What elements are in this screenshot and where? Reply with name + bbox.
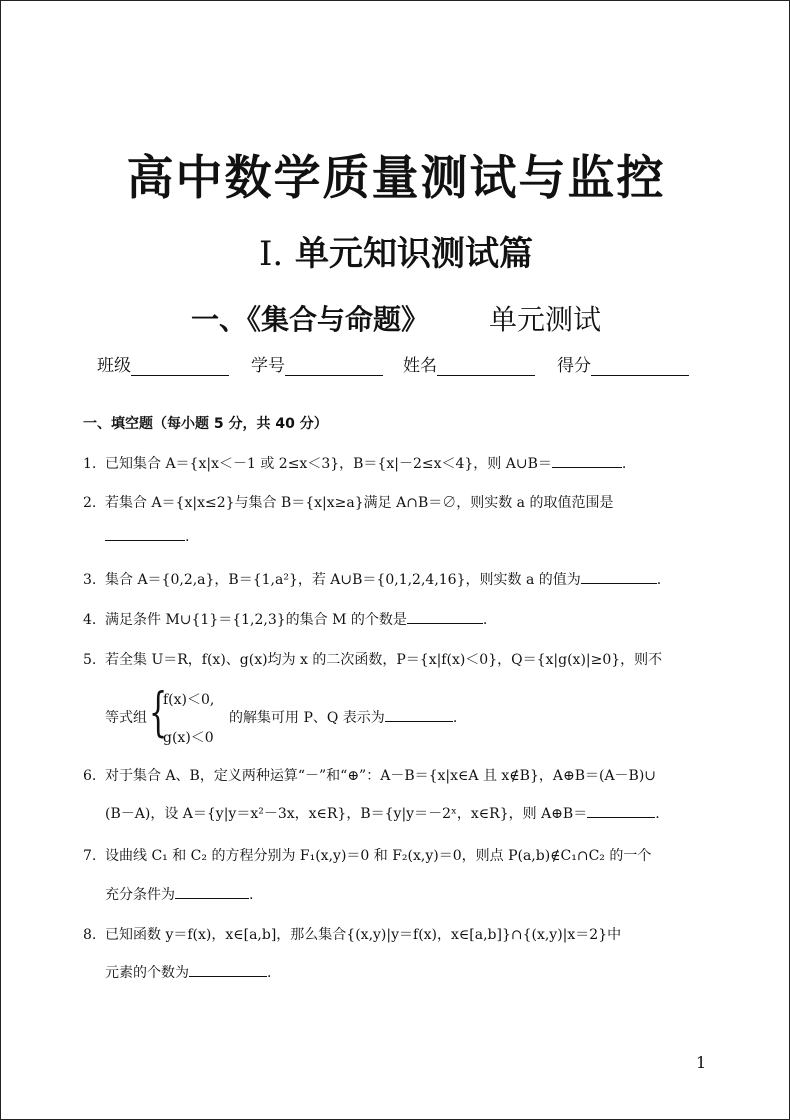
question-text: 充分条件为 [105,887,175,903]
student-id-blank[interactable] [285,375,383,376]
question-7 [83,845,651,865]
question-6 [83,765,656,785]
name-label: 姓名 [403,356,437,376]
answer-blank[interactable] [105,528,185,541]
question-text: 若集合 A＝{x|x≤2}与集合 B＝{x|x≥a}满足 A∩B＝∅，则实数 a 的取值范围是 [105,495,614,511]
question-4 [83,609,487,629]
student-id-label: 学号 [251,356,285,376]
question-2-line-2 [105,528,189,545]
period: . [185,529,190,545]
answer-blank[interactable] [552,455,622,468]
question-text: 已知函数 y＝f(x)，x∈[a,b]，那么集合{(x,y)|y＝f(x)，x∈[a,b]}∩{(x,y)|x＝2}中 [105,927,622,943]
question-text: 设曲线 C₁ 和 C₂ 的方程分别为 F₁(x,y)＝0 和 F₂(x,y)＝0，则点 P(a,b)∉C₁∩C₂ 的一个 [105,848,652,864]
period: . [267,965,272,981]
question-number: 7. [83,848,97,864]
section-heading: 一、填空题（每小题 5 分，共 40 分） [83,416,328,432]
answer-blank[interactable] [385,709,453,722]
period: . [482,612,488,628]
question-number: 3. [83,572,97,588]
system-line-1: f(x)＜0, [163,692,215,708]
page-number: 1 [696,1053,707,1072]
question-text: 集合 A＝{0,2,a}，B＝{1,a²}，若 A∪B＝{0,1,2,4,16}，则实数 a 的值为 [105,572,581,588]
question-text: (B－A)，设 A＝{y|y＝x²－3x，x∈R}，B＝{y|y＝－2ˣ，x∈R}，则 A⊕B＝ [105,806,588,822]
question-5-line-2 [229,707,457,727]
question-text: 满足条件 M∪{1}＝{1,2,3}的集合 M 的个数是 [105,612,407,628]
answer-blank[interactable] [175,886,249,899]
period: . [656,572,662,588]
score-label: 得分 [557,356,591,376]
question-text: 的解集可用 P、Q 表示为 [229,710,385,726]
question-number: 8. [83,927,97,943]
question-text: 若全集 U＝R，f(x)、g(x)均为 x 的二次函数，P＝{x|f(x)＜0}，Q＝{x|g(x)|≥0}，则不 [105,652,663,668]
answer-blank[interactable] [407,611,483,624]
answer-blank[interactable] [587,805,655,818]
part-title-text: 单元知识测试篇 [295,234,534,274]
question-text: 已知集合 A＝{x|x＜－1 或 2≤x＜3}，B＝{x|－2≤x＜4}，则 A∪B＝ [105,456,552,472]
question-8-line-2 [105,962,271,982]
question-text: 元素的个数为 [105,965,189,981]
period: . [621,456,627,472]
answer-blank[interactable] [189,964,267,977]
answer-blank[interactable] [581,571,657,584]
book-title: 高中数学质量测试与监控 [126,151,666,206]
class-label: 班级 [97,356,131,376]
question-5 [83,649,662,669]
system-brace: { [149,683,168,743]
unit-suffix: 单元测试 [489,303,602,336]
system-line-2: g(x)＜0 [163,730,214,746]
question-text: 对于集合 A、B，定义两种运算“－”和“⊕”：A－B＝{x|x∈A 且 x∉B}，A⊕B＝(A－B)∪ [105,768,657,784]
question-8 [83,924,621,944]
question-number: 4. [83,612,97,628]
name-blank[interactable] [437,375,535,376]
question-5-prefix: 等式组 [105,710,147,726]
question-6-line-2 [105,803,660,823]
question-number: 1. [83,456,97,472]
unit-name: 一、《集合与命题》 [190,303,429,336]
score-blank[interactable] [591,375,689,376]
period: . [249,887,254,903]
question-3 [83,569,661,589]
part-numeral: Ⅰ. [258,234,284,274]
question-number: 2. [83,495,97,511]
part-title [1,226,790,275]
student-info-row [97,351,689,376]
unit-title [1,298,790,338]
question-number: 6. [83,768,97,784]
period: . [452,710,458,726]
class-blank[interactable] [131,375,229,376]
period: . [655,806,660,822]
question-7-line-2 [105,884,253,904]
question-number: 5. [83,652,97,668]
question-1 [83,453,626,473]
question-2 [83,492,613,512]
